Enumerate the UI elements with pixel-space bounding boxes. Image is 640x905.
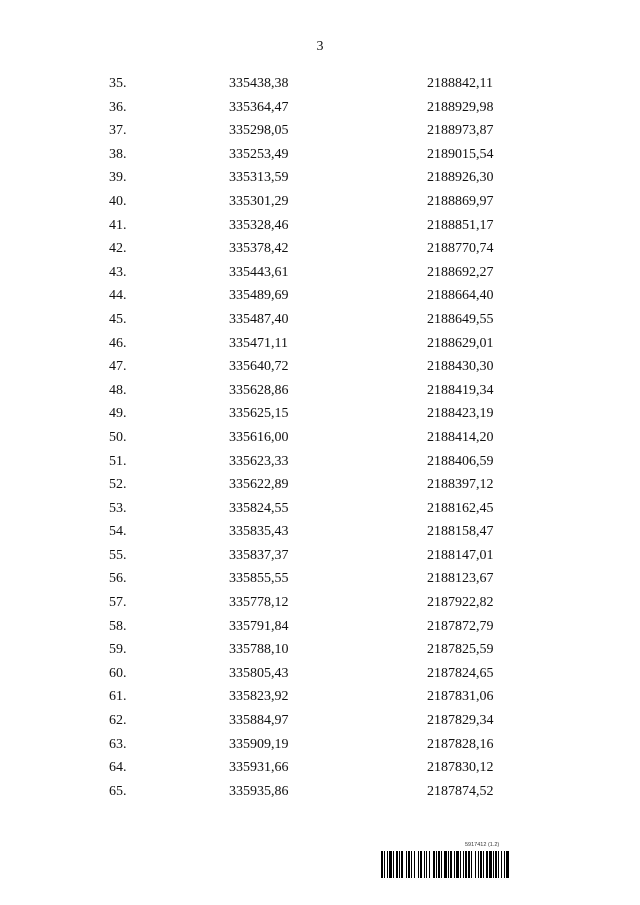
x-coordinate: 335378,42	[229, 241, 289, 257]
y-coordinate: 2187872,79	[427, 618, 494, 634]
point-number: 35.	[109, 76, 127, 91]
x-coordinate: 335628,86	[229, 382, 289, 398]
y-coordinate: 2188162,45	[427, 500, 494, 516]
x-coordinate: 335301,29	[229, 193, 289, 209]
barcode-icon	[381, 851, 591, 878]
point-number: 50.	[109, 429, 127, 445]
point-number: 54.	[109, 524, 127, 540]
y-coordinate: 2188929,98	[427, 99, 494, 115]
x-coordinate: 335313,59	[229, 170, 289, 186]
y-coordinate: 2188664,40	[427, 288, 494, 304]
x-coordinate: 335805,43	[229, 665, 289, 681]
x-coordinate: 335935,86	[229, 783, 289, 799]
x-coordinate: 335824,55	[229, 500, 289, 516]
table-row	[0, 406, 640, 430]
table-row	[0, 571, 640, 595]
table-row	[0, 430, 640, 454]
point-number: 61.	[109, 689, 127, 705]
table-row	[0, 336, 640, 360]
point-number: 65.	[109, 783, 127, 799]
point-number: 52.	[109, 477, 127, 493]
y-coordinate: 2188851,17	[427, 217, 494, 233]
barcode-caption: 5917412 (1.2)	[465, 842, 500, 848]
point-number: 40.	[109, 193, 127, 209]
point-number: 59.	[109, 642, 127, 658]
x-coordinate: 335837,37	[229, 547, 289, 563]
y-coordinate: 2188649,55	[427, 311, 494, 327]
point-number: 63.	[109, 736, 127, 752]
table-row	[0, 312, 640, 336]
table-row	[0, 288, 640, 312]
point-number: 64.	[109, 760, 127, 776]
table-row	[0, 241, 640, 265]
table-row	[0, 784, 640, 808]
table-row	[0, 524, 640, 548]
table-row	[0, 595, 640, 619]
x-coordinate: 335625,15	[229, 406, 289, 422]
table-row	[0, 147, 640, 171]
y-coordinate: 2189015,54	[427, 146, 494, 162]
point-number: 39.	[109, 170, 127, 186]
y-coordinate: 2188430,30	[427, 359, 494, 375]
point-number: 56.	[109, 571, 127, 587]
x-coordinate: 335909,19	[229, 736, 289, 752]
table-row	[0, 689, 640, 713]
x-coordinate: 335622,89	[229, 477, 289, 493]
y-coordinate: 2187828,16	[427, 736, 494, 752]
y-coordinate: 2188770,74	[427, 241, 494, 257]
y-coordinate: 2188158,47	[427, 524, 494, 540]
point-number: 48.	[109, 382, 127, 398]
point-number: 57.	[109, 595, 127, 611]
table-row	[0, 477, 640, 501]
y-coordinate: 2187825,59	[427, 642, 494, 658]
table-row	[0, 383, 640, 407]
y-coordinate: 2188692,27	[427, 264, 494, 280]
x-coordinate: 335778,12	[229, 595, 289, 611]
table-row	[0, 642, 640, 666]
table-row	[0, 194, 640, 218]
point-number: 36.	[109, 99, 127, 115]
y-coordinate: 2187829,34	[427, 713, 494, 729]
table-row	[0, 760, 640, 784]
y-coordinate: 2188423,19	[427, 406, 494, 422]
table-row	[0, 548, 640, 572]
x-coordinate: 335364,47	[229, 99, 289, 115]
point-number: 41.	[109, 217, 127, 233]
point-number: 55.	[109, 547, 127, 563]
y-coordinate: 2188842,11	[427, 76, 493, 91]
table-row	[0, 76, 640, 100]
y-coordinate: 2188147,01	[427, 547, 494, 563]
x-coordinate: 335788,10	[229, 642, 289, 658]
x-coordinate: 335855,55	[229, 571, 289, 587]
y-coordinate: 2188406,59	[427, 453, 494, 469]
table-row	[0, 737, 640, 761]
table-row	[0, 619, 640, 643]
y-coordinate: 2187831,06	[427, 689, 494, 705]
point-number: 42.	[109, 241, 127, 257]
y-coordinate: 2188973,87	[427, 123, 494, 139]
x-coordinate: 335640,72	[229, 359, 289, 375]
point-number: 46.	[109, 335, 127, 351]
x-coordinate: 335443,61	[229, 264, 289, 280]
x-coordinate: 335298,05	[229, 123, 289, 139]
table-row	[0, 100, 640, 124]
point-number: 43.	[109, 264, 127, 280]
x-coordinate: 335835,43	[229, 524, 289, 540]
point-number: 62.	[109, 713, 127, 729]
y-coordinate: 2188123,67	[427, 571, 494, 587]
x-coordinate: 335471,11	[229, 335, 288, 351]
table-row	[0, 123, 640, 147]
x-coordinate: 335623,33	[229, 453, 289, 469]
table-row	[0, 218, 640, 242]
point-number: 51.	[109, 453, 127, 469]
x-coordinate: 335823,92	[229, 689, 289, 705]
table-row	[0, 170, 640, 194]
y-coordinate: 2188414,20	[427, 429, 494, 445]
y-coordinate: 2187824,65	[427, 665, 494, 681]
y-coordinate: 2188629,01	[427, 335, 494, 351]
table-row	[0, 501, 640, 525]
point-number: 60.	[109, 665, 127, 681]
y-coordinate: 2188869,97	[427, 193, 494, 209]
y-coordinate: 2188926,30	[427, 170, 494, 186]
x-coordinate: 335487,40	[229, 311, 289, 327]
x-coordinate: 335328,46	[229, 217, 289, 233]
x-coordinate: 335791,84	[229, 618, 289, 634]
table-row	[0, 359, 640, 383]
y-coordinate: 2187922,82	[427, 595, 494, 611]
page-number: 3	[316, 39, 324, 54]
table-row	[0, 265, 640, 289]
x-coordinate: 335489,69	[229, 288, 289, 304]
y-coordinate: 2187874,52	[427, 783, 494, 799]
y-coordinate: 2187830,12	[427, 760, 494, 776]
point-number: 38.	[109, 146, 127, 162]
x-coordinate: 335616,00	[229, 429, 289, 445]
point-number: 47.	[109, 359, 127, 375]
point-number: 53.	[109, 500, 127, 516]
table-row	[0, 713, 640, 737]
point-number: 58.	[109, 618, 127, 634]
x-coordinate: 335253,49	[229, 146, 289, 162]
x-coordinate: 335884,97	[229, 713, 289, 729]
table-row	[0, 454, 640, 478]
point-number: 45.	[109, 311, 127, 327]
x-coordinate: 335931,66	[229, 760, 289, 776]
barcode	[381, 842, 591, 878]
point-number: 44.	[109, 288, 127, 304]
coordinates-table	[0, 76, 640, 807]
point-number: 37.	[109, 123, 127, 139]
y-coordinate: 2188419,34	[427, 382, 494, 398]
x-coordinate: 335438,38	[229, 76, 289, 91]
point-number: 49.	[109, 406, 127, 422]
table-row	[0, 666, 640, 690]
y-coordinate: 2188397,12	[427, 477, 494, 493]
